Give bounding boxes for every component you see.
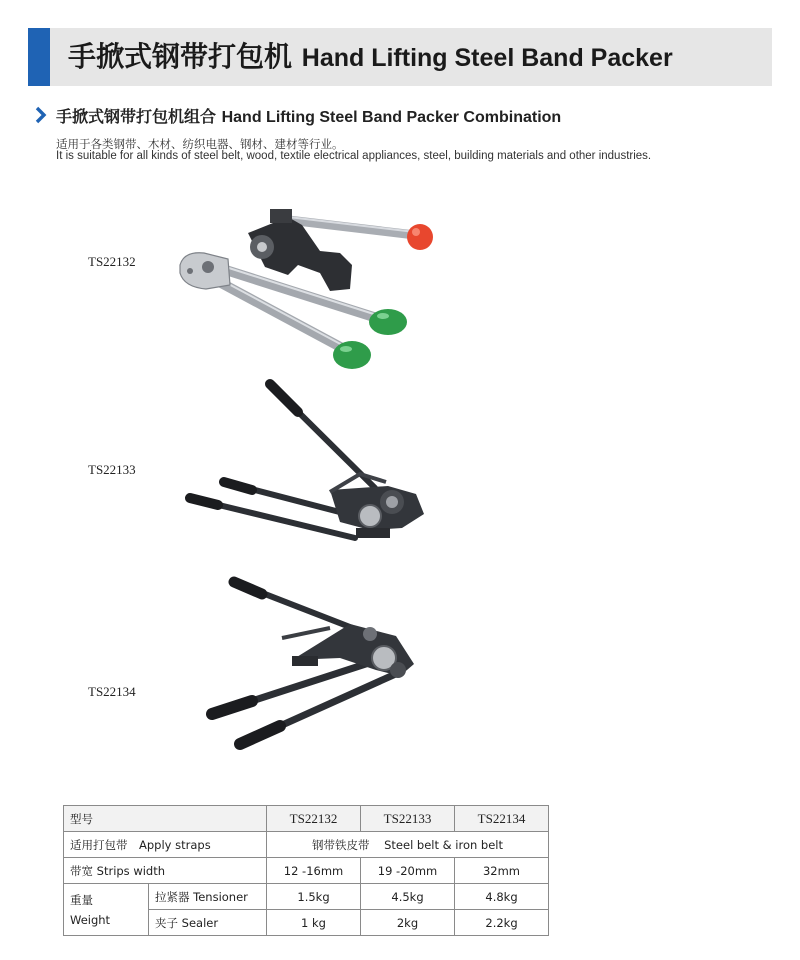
- title-accent-bar: [28, 28, 50, 86]
- tensioner-and-sealer-set-image: [170, 195, 440, 375]
- chevron-right-icon: [34, 106, 48, 124]
- weight-label-en: Weight: [70, 912, 111, 927]
- table-cell: 2.2kg: [455, 910, 549, 936]
- table-cell: 1 kg: [267, 910, 361, 936]
- product-model-label: TS22133: [88, 462, 136, 477]
- page-title-cn: 手掀式钢带打包机: [68, 40, 293, 73]
- table-cell: 4.8kg: [455, 884, 549, 910]
- table-row-label: 适用打包带 Apply straps: [64, 832, 267, 858]
- table-cell: 12 -16mm: [267, 858, 361, 884]
- heavy-duty-tensioner-image: [180, 378, 440, 553]
- table-cell: 1.5kg: [267, 884, 361, 910]
- section-title-cn: 手掀式钢带打包机组合: [56, 107, 217, 126]
- table-cell: TS22133: [361, 806, 455, 832]
- table-row-label: 拉紧器 Tensioner: [149, 884, 267, 910]
- table-row: [64, 884, 549, 910]
- strap-type-cn: 钢带铁皮带: [311, 837, 370, 852]
- strap-type-en: Steel belt & iron belt: [384, 837, 504, 852]
- page-title: [68, 28, 673, 86]
- spec-table: [63, 805, 549, 936]
- table-cell: 4.5kg: [361, 884, 455, 910]
- table-header-model: 型号: [64, 806, 267, 832]
- product-model-label: TS22134: [88, 684, 136, 699]
- table-cell: 32mm: [455, 858, 549, 884]
- table-row: [64, 806, 549, 832]
- heavy-duty-sealer-image: [200, 572, 430, 757]
- product-model-label: TS22132: [88, 254, 136, 269]
- table-cell: [267, 832, 549, 858]
- table-cell: TS22132: [267, 806, 361, 832]
- table-cell: 2kg: [361, 910, 455, 936]
- page-title-en: Hand Lifting Steel Band Packer: [301, 44, 673, 72]
- description-en: It is suitable for all kinds of steel belt, wood, textile electrical appliances, steel, building materials and other industries.: [56, 150, 652, 162]
- description-cn: 适用于各类钢带、木材、纺织电器、钢材、建材等行业。: [56, 137, 344, 151]
- weight-label-cn: 重量: [70, 892, 93, 907]
- section-title: [56, 104, 561, 127]
- table-cell: TS22134: [455, 806, 549, 832]
- table-cell: 19 -20mm: [361, 858, 455, 884]
- table-row-label: 带宽 Strips width: [64, 858, 267, 884]
- weight-label: [64, 884, 149, 936]
- table-row: [64, 832, 549, 858]
- section-title-en: Hand Lifting Steel Band Packer Combination: [221, 109, 562, 126]
- table-row-label: 夹子 Sealer: [149, 910, 267, 936]
- table-row: [64, 858, 549, 884]
